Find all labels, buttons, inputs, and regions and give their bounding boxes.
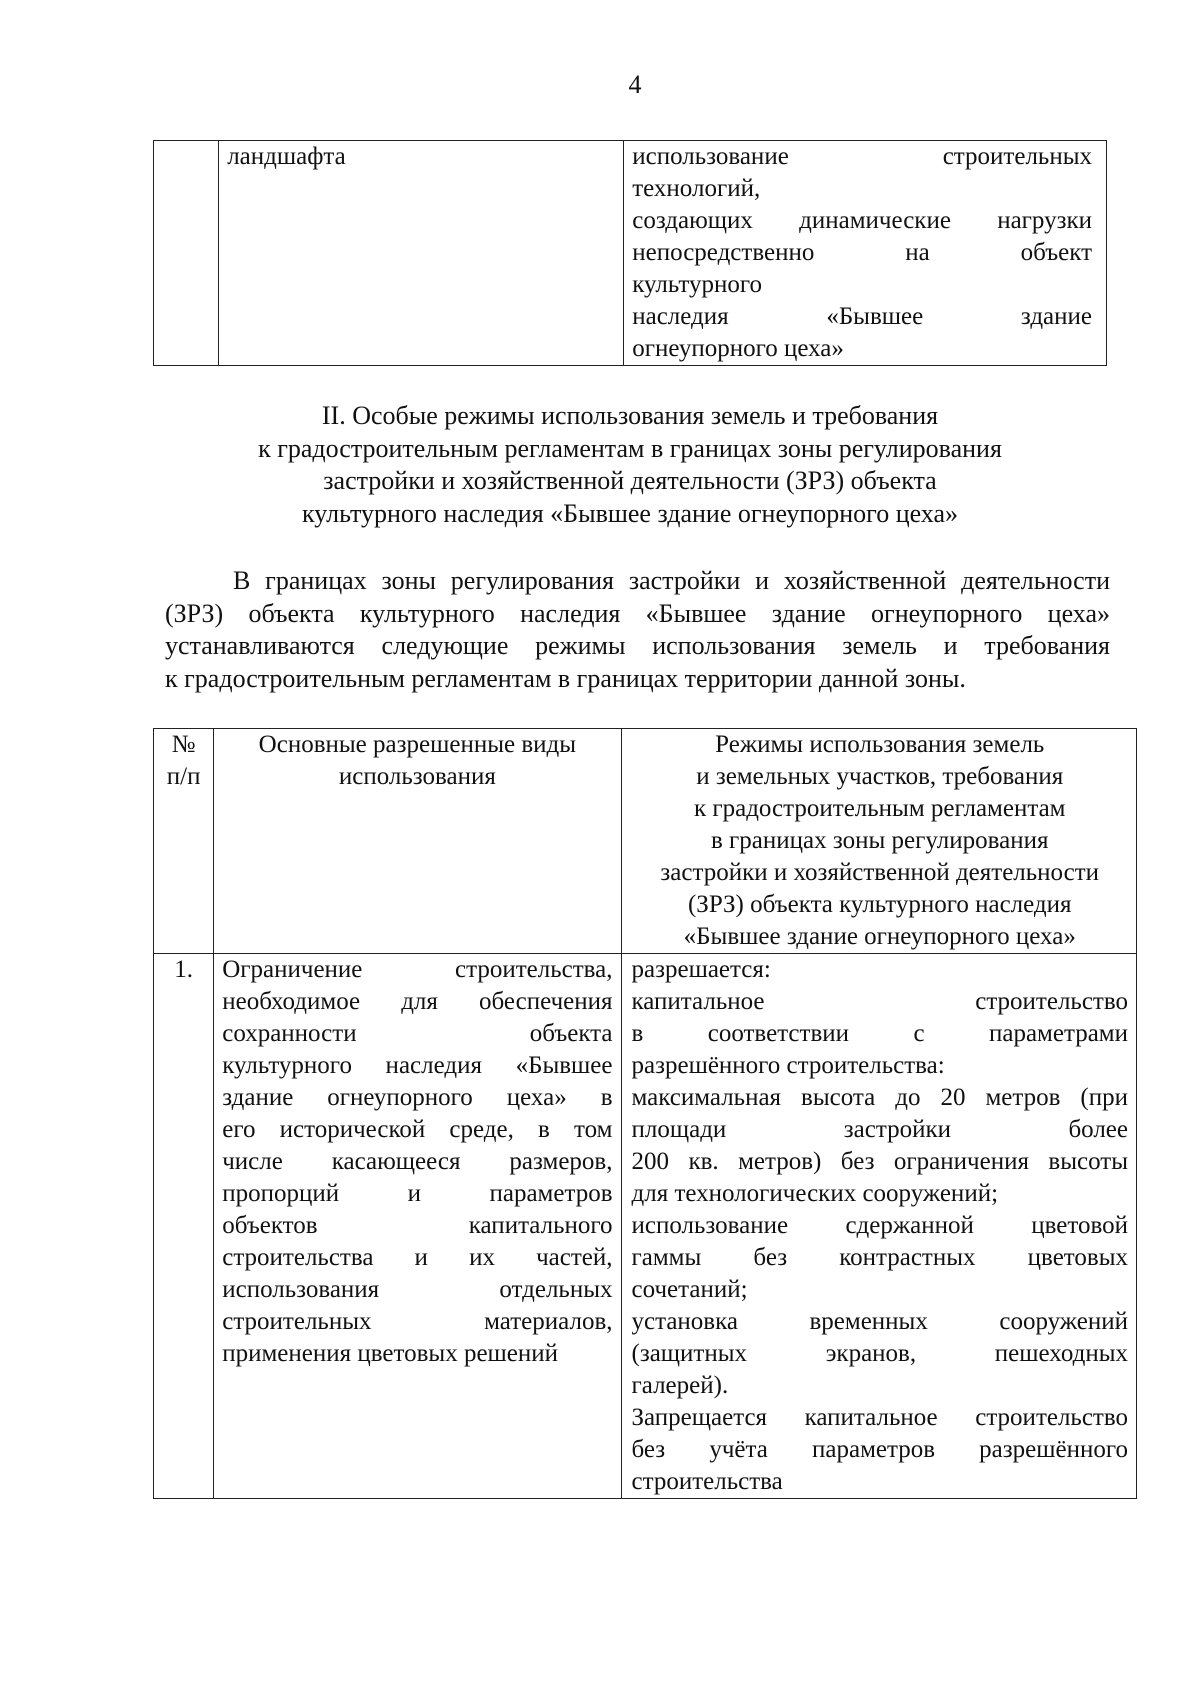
table-header-row xyxy=(154,729,1137,954)
cell-line: галерей). xyxy=(631,1372,729,1399)
heading-line: II. Особые режимы использования земель и требования xyxy=(321,401,939,430)
paragraph-line: устанавливаются следующие режимы использования земель и требования xyxy=(165,631,1110,660)
intro-paragraph xyxy=(165,565,1110,695)
row-types xyxy=(214,954,621,1499)
cell-line: разрешается: xyxy=(631,956,771,983)
cell-line: ландшафта xyxy=(227,143,346,170)
cell-line: площади застройки более xyxy=(631,1116,1128,1143)
cell-line: объектов капитального xyxy=(222,1212,613,1239)
header-line: и земельных участков, требования xyxy=(696,763,1064,790)
header-types xyxy=(214,729,621,954)
row-regimes xyxy=(621,954,1137,1499)
cell-line: Запрещается капитальное строительство xyxy=(631,1404,1128,1431)
header-line: № xyxy=(171,731,196,758)
cell-line: сочетаний; xyxy=(631,1276,748,1303)
header-line: использования xyxy=(338,763,496,790)
cell-line: строительства и их частей, xyxy=(222,1244,613,1271)
table-cell-type xyxy=(219,141,624,366)
row-number xyxy=(154,954,214,1499)
cell-line: строительства xyxy=(631,1468,783,1495)
cell-line: культурного наследия «Бывшее xyxy=(222,1052,613,1079)
header-line: к градостроительным регламентам xyxy=(693,795,1066,822)
paragraph-line: (ЗРЗ) объекта культурного наследия «Бывшее здание огнеупорного цеха» xyxy=(165,598,1110,628)
cell-line: разрешённого строительства: xyxy=(631,1052,945,1079)
cell-line: 1. xyxy=(174,956,193,983)
table-cell-regime xyxy=(624,141,1107,366)
regulations-table xyxy=(153,728,1137,1499)
section-heading xyxy=(153,400,1107,530)
paragraph-line: к градостроительным регламентам в границах территории данной зоны. xyxy=(165,663,966,693)
cell-line: культурного xyxy=(632,271,762,298)
header-line: «Бывшее здание огнеупорного цеха» xyxy=(683,923,1076,950)
cell-line: создающих динамические нагрузки xyxy=(632,207,1092,234)
continuation-table xyxy=(153,140,1107,366)
cell-line: необходимое для обеспечения xyxy=(222,988,613,1015)
cell-line: использование сдержанной цветовой xyxy=(631,1212,1128,1239)
cell-line: в соответствии с параметрами xyxy=(631,1020,1128,1047)
page-number: 4 xyxy=(628,70,642,99)
heading-line: культурного наследия «Бывшее здание огнеупорного цеха» xyxy=(301,498,959,528)
header-regimes xyxy=(621,729,1137,954)
cell-line: его исторической среде, в том xyxy=(222,1116,613,1143)
table-row xyxy=(154,954,1137,1499)
cell-line: сохранности объекта xyxy=(222,1020,613,1047)
cell-line: огнеупорного цеха» xyxy=(632,335,844,362)
cell-line: (защитных экранов, пешеходных xyxy=(631,1340,1128,1367)
header-line: застройки и хозяйственной деятельности xyxy=(660,859,1100,886)
cell-line: строительных материалов, xyxy=(222,1308,613,1335)
cell-line: использования отдельных xyxy=(222,1276,613,1303)
cell-line: максимальная высота до 20 метров (при xyxy=(631,1084,1128,1111)
header-line: в границах зоны регулирования xyxy=(711,827,1049,854)
heading-line: застройки и хозяйственной деятельности (ЗРЗ) объекта xyxy=(323,466,937,495)
cell-line: использование строительных xyxy=(632,143,1092,170)
cell-line: установка временных сооружений xyxy=(631,1308,1128,1335)
cell-line: непосредственно на объект xyxy=(632,239,1092,266)
header-line: Режимы использования земель xyxy=(715,731,1045,758)
header-line: (ЗРЗ) объекта культурного наследия xyxy=(687,891,1072,918)
header-number xyxy=(154,729,214,954)
cell-line: капитальное строительство xyxy=(631,988,1128,1015)
heading-line: к градостроительным регламентам в границах зоны регулирования xyxy=(258,433,1002,463)
header-line: Основные разрешенные виды xyxy=(258,731,577,758)
cell-line: для технологических сооружений; xyxy=(631,1180,999,1207)
cell-line: наследия «Бывшее здание xyxy=(632,303,1092,330)
cell-line: применения цветовых решений xyxy=(222,1340,559,1367)
cell-line: Ограничение строительства, xyxy=(222,956,613,983)
cell-line: здание огнеупорного цеха» в xyxy=(222,1084,613,1111)
header-line: п/п xyxy=(166,763,201,790)
cell-line: технологий, xyxy=(632,175,761,202)
table-row xyxy=(154,141,1107,366)
table-cell-number xyxy=(154,141,219,366)
cell-line: числе касающееся размеров, xyxy=(222,1148,613,1175)
cell-line: гаммы без контрастных цветовых xyxy=(631,1244,1128,1271)
cell-line: пропорций и параметров xyxy=(222,1180,613,1207)
cell-line: без учёта параметров разрешённого xyxy=(631,1436,1128,1463)
paragraph-line: В границах зоны регулирования застройки и хозяйственной деятельности xyxy=(233,566,1110,595)
cell-line: 200 кв. метров) без ограничения высоты xyxy=(631,1148,1128,1175)
